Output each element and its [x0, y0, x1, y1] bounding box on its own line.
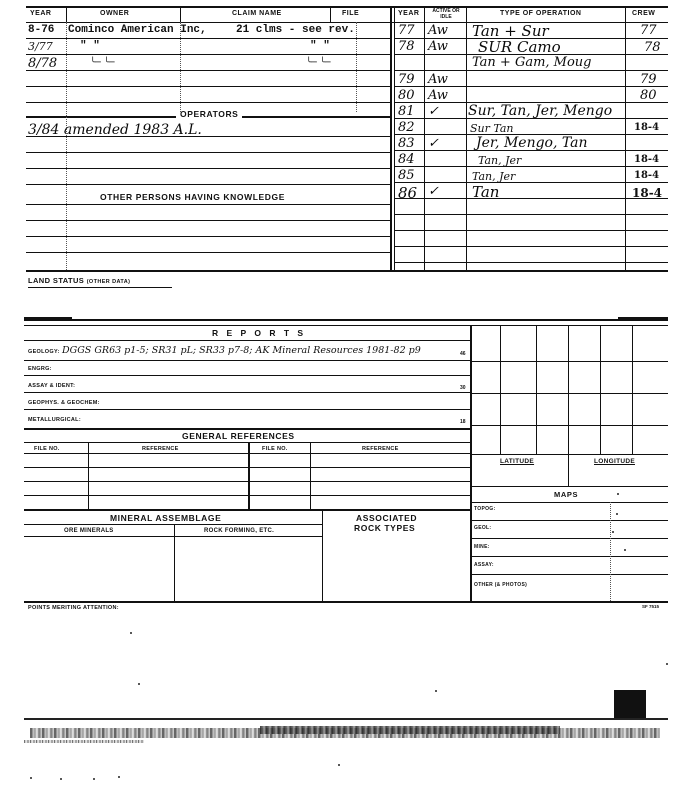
op-row-5-year: 80 — [398, 88, 415, 103]
rock-forming-header: ROCK FORMING, ETC. — [204, 528, 275, 534]
op-row-2-type: SUR Camo — [478, 38, 561, 56]
op-row-8-type: Jer, Mengo, Tan — [476, 135, 588, 151]
latitude-label: LATITUDE — [500, 458, 535, 465]
maps-assay-label: ASSAY: — [474, 562, 494, 568]
op-row-11-type: Tan — [472, 183, 500, 201]
owner-row-2-year: 3/77 — [28, 40, 53, 53]
op-row-7-crew: 18-4 — [634, 122, 660, 133]
form-number: SF 7515 — [642, 604, 660, 609]
gr-reference-header: REFERENCE — [142, 446, 179, 452]
land-status-label — [28, 276, 130, 285]
land-status-text: LAND STATUS — [28, 276, 85, 285]
op-row-2-status: Aw — [428, 39, 448, 54]
op-row-1-type: Tan + Sur — [472, 22, 549, 40]
longitude-label: LONGITUDE — [594, 458, 635, 465]
operators-note: 3/84 amended 1983 A.L. — [28, 122, 202, 138]
owner-row-3-claim: ╰─ ╰─ — [306, 58, 331, 68]
general-references-title: GENERAL REFERENCES — [182, 431, 295, 441]
op-row-9-type: Tan, Jer — [478, 154, 522, 167]
col-type-operation-header: TYPE OF OPERATION — [500, 10, 582, 17]
owner-row-1-owner: Cominco American Inc, — [68, 24, 207, 36]
mineral-assemblage-title: MINERAL ASSEMBLAGE — [110, 513, 222, 523]
op-row-4-crew: 79 — [640, 72, 657, 87]
owner-row-3-year: 8/78 — [28, 56, 58, 71]
op-row-2-year: 78 — [398, 39, 415, 54]
op-row-1-status: Aw — [428, 23, 448, 38]
points-meriting-label: POINTS MERITING ATTENTION: — [28, 605, 119, 611]
op-row-7-type: Sur Tan — [470, 122, 514, 135]
owner-row-3-owner: ╰─ ╰─ — [90, 58, 115, 68]
owner-row-1-year: 8-76 — [28, 24, 55, 36]
op-row-6-type: Sur, Tan, Jer, Mengo — [468, 103, 613, 119]
op-row-6-status: ✓ — [428, 104, 439, 119]
op-row-9-crew: 18-4 — [634, 154, 660, 165]
scan-block-mark — [614, 690, 646, 718]
owner-row-2-claim: " " — [310, 40, 330, 52]
metallurgical-ref-no: 18 — [460, 419, 466, 425]
op-row-2-crew: 78 — [644, 40, 661, 55]
col-file-header: FILE — [342, 10, 360, 17]
geology-ref-no: 46 — [460, 351, 466, 357]
gr-reference2-header: REFERENCE — [362, 446, 399, 452]
operators-title: OPERATORS — [176, 109, 242, 119]
maps-topog-label: TOPOG: — [474, 506, 496, 512]
maps-other-label: OTHER (& PHOTOS) — [474, 582, 528, 588]
col-owner-header: OWNER — [100, 10, 130, 17]
engrg-label: ENGRG: — [28, 366, 52, 372]
col-claim-name-header: CLAIM NAME — [232, 10, 282, 17]
op-row-10-type: Tan, Jer — [472, 170, 516, 183]
op-row-11-status: ✓ — [428, 184, 439, 199]
op-row-9-year: 84 — [398, 152, 415, 167]
maps-title: MAPS — [554, 490, 579, 499]
op-row-8-status: ✓ — [428, 136, 439, 151]
op-row-11-crew: 18-4 — [632, 186, 663, 200]
other-persons-title: OTHER PERSONS HAVING KNOWLEDGE — [100, 192, 286, 202]
geophys-label: GEOPHYS. & GEOCHEM: — [28, 400, 100, 406]
col-year2-header: YEAR — [398, 10, 420, 17]
col-crew-header: CREW — [632, 10, 656, 17]
op-row-1-year: 77 — [398, 23, 415, 38]
assay-ref-no: 30 — [460, 385, 466, 391]
geology-value: DGGS GR63 p1-5; SR31 pL; SR33 p7-8; AK Mineral Resources 1981-82 p9 — [62, 345, 421, 356]
gr-file-no2-header: FILE NO. — [262, 446, 288, 452]
op-row-1-crew: 77 — [640, 23, 657, 38]
col-year-header: YEAR — [30, 10, 52, 17]
ore-minerals-header: ORE MINERALS — [64, 528, 114, 534]
op-row-6-year: 81 — [398, 104, 415, 119]
op-row-8-year: 83 — [398, 136, 415, 151]
op-row-10-year: 85 — [398, 168, 415, 183]
op-row-4-year: 79 — [398, 72, 415, 87]
associated-title: ASSOCIATED — [356, 513, 418, 523]
op-row-11-year: 86 — [398, 184, 418, 202]
land-status-sub: (OTHER DATA) — [86, 279, 131, 285]
op-row-10-crew: 18-4 — [634, 170, 660, 181]
op-row-5-crew: 80 — [640, 88, 657, 103]
rock-types-title: ROCK TYPES — [354, 523, 416, 533]
maps-mine-label: MINE: — [474, 544, 490, 550]
col-active-idle-header: ACTIVE OR IDLE — [432, 8, 460, 20]
reports-title: R E P O R T S — [212, 328, 307, 338]
op-row-4-status: Aw — [428, 72, 448, 87]
owner-row-2-owner: " " — [80, 40, 100, 52]
op-row-7-year: 82 — [398, 120, 415, 135]
assay-label: ASSAY & IDENT: — [28, 383, 76, 389]
owner-row-1-claim: 21 clms - see rev. — [236, 24, 355, 36]
metallurgical-label: METALLURGICAL: — [28, 417, 81, 423]
op-row-5-status: Aw — [428, 88, 448, 103]
maps-geol-label: GEOL: — [474, 525, 492, 531]
geology-label: GEOLOGY: — [28, 349, 60, 355]
gr-file-no-header: FILE NO. — [34, 446, 60, 452]
op-row-3-type: Tan + Gam, Moug — [472, 55, 592, 70]
